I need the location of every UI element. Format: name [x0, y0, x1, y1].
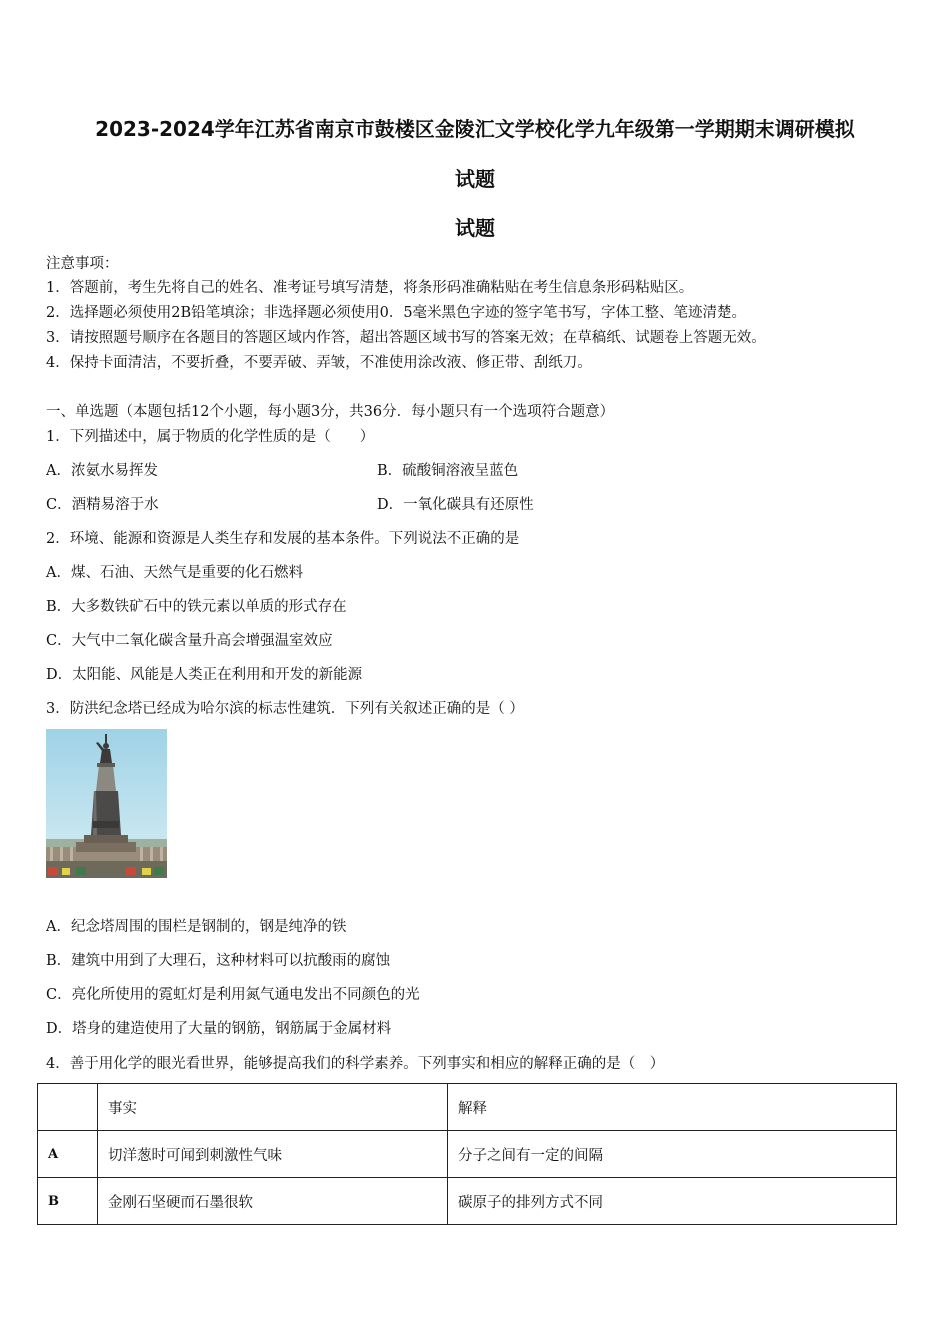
monument-photo [46, 729, 167, 878]
table-header-cell [38, 1084, 98, 1131]
section-heading: 一、单选题（本题包括12个小题，每小题3分，共36分．每小题只有一个选项符合题意） [46, 404, 615, 420]
question-1-option-a: A．浓氨水易挥发 [46, 463, 158, 479]
question-1-stem: 1．下列描述中，属于物质的化学性质的是（ ） [46, 429, 375, 445]
question-3-option-a: A．纪念塔周围的围栏是钢制的，钢是纯净的铁 [46, 919, 347, 935]
table-header-row [38, 1084, 897, 1131]
facts-table [37, 1083, 897, 1225]
table-cell-option: A [38, 1131, 98, 1178]
question-2-option-a: A．煤、石油、天然气是重要的化石燃料 [46, 565, 303, 581]
question-2-stem: 2．环境、能源和资源是人类生存和发展的基本条件。下列说法不正确的是 [46, 531, 520, 547]
question-4-stem: 4．善于用化学的眼光看世界，能够提高我们的科学素养。下列事实和相应的解释正确的是（ ） [46, 1056, 665, 1072]
table-cell-fact: 切洋葱时可闻到刺激性气味 [98, 1131, 448, 1178]
question-2-option-b: B．大多数铁矿石中的铁元素以单质的形式存在 [46, 599, 347, 615]
question-2-option-d: D．太阳能、风能是人类正在利用和开发的新能源 [46, 667, 363, 683]
doc-title-line2: 试题 [455, 167, 495, 191]
note-item: 2．选择题必须使用2B铅笔填涂；非选择题必须使用0．5毫米黑色字迹的签字笔书写，字体工整、笔迹清楚。 [46, 305, 747, 321]
question-3-stem: 3．防洪纪念塔已经成为哈尔滨的标志性建筑．下列有关叙述正确的是（ ） [46, 701, 524, 717]
note-item: 3．请按照题号顺序在各题目的答题区域内作答，超出答题区域书写的答案无效；在草稿纸、试题卷上答题无效。 [46, 330, 766, 346]
question-2-option-c: C．大气中二氧化碳含量升高会增强温室效应 [46, 633, 333, 649]
question-1-option-c: C．酒精易溶于水 [46, 497, 159, 513]
table-cell-explanation: 碳原子的排列方式不同 [448, 1178, 897, 1225]
question-3-option-b: B．建筑中用到了大理石，这种材料可以抗酸雨的腐蚀 [46, 953, 391, 969]
note-item: 4．保持卡面清洁，不要折叠，不要弄破、弄皱，不准使用涂改液、修正带、刮纸刀。 [46, 355, 592, 371]
question-3-option-c: C．亮化所使用的霓虹灯是利用氮气通电发出不同颜色的光 [46, 987, 420, 1003]
question-1-option-b: B．硫酸铜溶液呈蓝色 [377, 463, 519, 479]
table-cell-explanation: 分子之间有一定的间隔 [448, 1131, 897, 1178]
notes-heading: 注意事项： [46, 256, 119, 272]
note-item: 1．答题前，考生先将自己的姓名、准考证号填写清楚，将条形码准确粘贴在考生信息条形码粘贴区。 [46, 280, 694, 296]
table-row [38, 1131, 897, 1178]
table-header-cell: 事实 [98, 1084, 448, 1131]
table-cell-option: B [38, 1178, 98, 1225]
question-1-option-d: D．一氧化碳具有还原性 [377, 497, 534, 513]
doc-subtitle: 试题 [455, 216, 495, 240]
table-cell-fact: 金刚石坚硬而石墨很软 [98, 1178, 448, 1225]
table-header-cell: 解释 [448, 1084, 897, 1131]
doc-title: 2023-2024学年江苏省南京市鼓楼区金陵汇文学校化学九年级第一学期期末调研模拟 [95, 117, 855, 141]
question-3-option-d: D．塔身的建造使用了大量的钢筋，钢筋属于金属材料 [46, 1021, 392, 1037]
table-row [38, 1178, 897, 1225]
